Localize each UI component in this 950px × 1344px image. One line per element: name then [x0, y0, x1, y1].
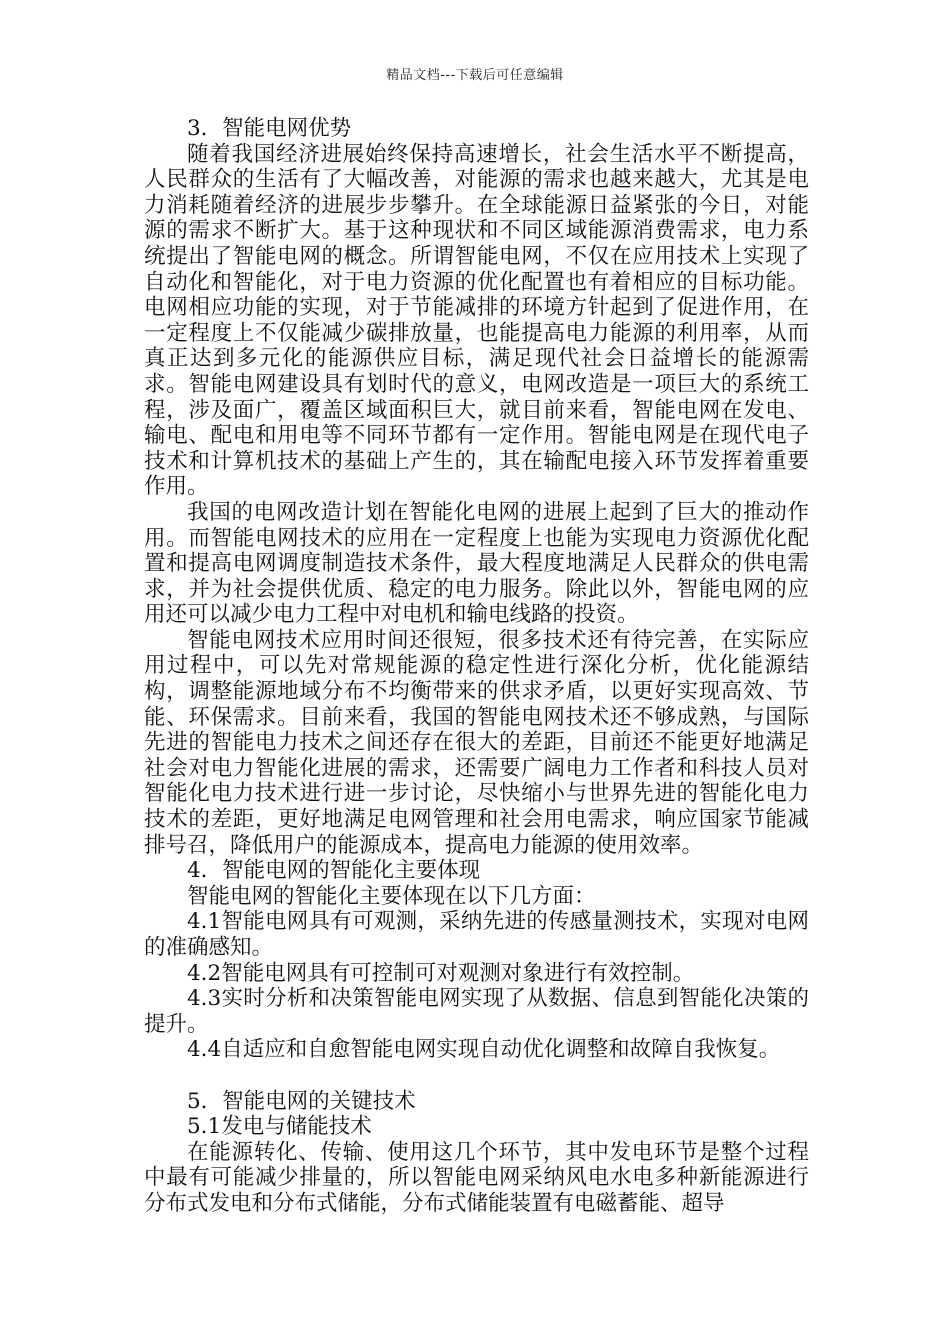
list-item: 4.1智能电网具有可观测，采纳先进的传感量测技术，实现对电网的准确感知。: [144, 909, 809, 960]
blank-line: [144, 1063, 809, 1089]
subsection-heading: 5.1发电与储能技术: [187, 1114, 372, 1140]
section-heading: 3．智能电网优势: [187, 116, 352, 141]
section-heading: 5．智能电网的关键技术: [187, 1088, 416, 1114]
list-item: 4.2智能电网具有可控制可对观测对象进行有效控制。: [187, 960, 695, 986]
body-paragraph: 在能源转化、传输、使用这几个环节，其中发电环节是整个过程中最有可能减少排量的，所以智能电网采纳风电水电多种新能源进行分布式发电和分布式储能，分布式储能装置有电磁蓄能、超导: [144, 1139, 809, 1216]
list-item: 4.3实时分析和决策智能电网实现了从数据、信息到智能化决策的提升。: [144, 986, 809, 1037]
body-paragraph: 智能电网的智能化主要体现在以下几方面：: [187, 883, 596, 909]
body-paragraph: 我国的电网改造计划在智能化电网的进展上起到了巨大的推动作用。而智能电网技术的应用在一定程度上也能为实现电力资源优化配置和提高电网调度制造技术条件，最大程度地满足人民群众的供电需求，并为社会提供优质、稳定的电力服务。除此以外，智能电网的应用还可以减少电力工程中对电机和输电线路的投资。: [144, 499, 809, 628]
document-body: [144, 116, 809, 1217]
list-item: 4.4自适应和自愈智能电网实现自动优化调整和故障自我恢复。: [187, 1037, 781, 1063]
page-header: 精品文档---下载后可任意编辑: [386, 68, 564, 83]
body-paragraph: 智能电网技术应用时间还很短，很多技术还有待完善，在实际应用过程中，可以先对常规能源的稳定性进行深化分析，优化能源结构，调整能源地域分布不均衡带来的供求矛盾，以更好实现高效、节能、环保需求。目前来看，我国的智能电网技术还不够成熟，与国际先进的智能电力技术之间还存在很大的差距，目前还不能更好地满足社会对电力智能化进展的需求，还需要广阔电力工作者和科技人员对智能化电力技术进行进一步讨论，尽快缩小与世界先进的智能化电力技术的差距，更好地满足电网管理和社会用电需求，响应国家节能减排号召，降低用户的能源成本，提高电力能源的使用效率。: [144, 627, 809, 858]
section-heading: 4．智能电网的智能化主要体现: [187, 858, 481, 884]
body-paragraph: 随着我国经济进展始终保持高速增长，社会生活水平不断提高，人民群众的生活有了大幅改善，对能源的需求也越来越大，尤其是电力消耗随着经济的进展步步攀升。在全球能源日益紧张的今日，对能源的需求不断扩大。基于这种现状和不同区域能源消费需求，电力系统提出了智能电网的概念。所谓智能电网，不仅在应用技术上实现了自动化和智能化，对于电力资源的优化配置也有着相应的目标功能。电网相应功能的实现，对于节能减排的环境方针起到了促进作用，在一定程度上不仅能减少碳排放量，也能提高电力能源的利用率，从而真正达到多元化的能源供应目标，满足现代社会日益增长的能源需求。智能电网建设具有划时代的意义，电网改造是一项巨大的系统工程，涉及面广，覆盖区域面积巨大，就目前来看，智能电网在发电、输电、配电和用电等不同环节都有一定作用。智能电网是在现代电子技术和计算机技术的基础上产生的，其在输配电接入环节发挥着重要作用。: [144, 141, 809, 500]
